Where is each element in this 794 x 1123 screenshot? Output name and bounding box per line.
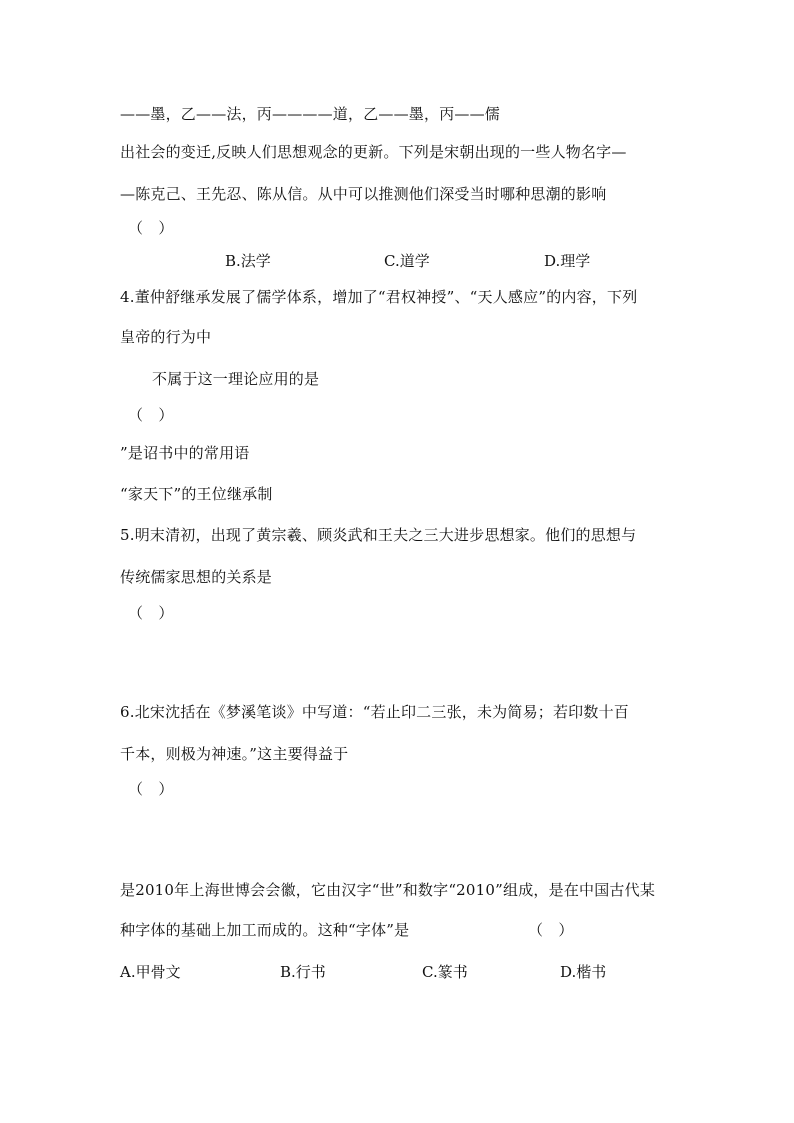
question-6-text-line-2: 千本，则极为神速。”这主要得益于 bbox=[120, 745, 349, 763]
question-7-answer-paren: （ ） bbox=[528, 921, 574, 939]
question-3-text-line-1: 出社会的变迁,反映人们思想观念的更新。下列是宋朝出现的一些人物名字— bbox=[120, 143, 627, 161]
question-7-option-b: B.行书 bbox=[280, 963, 326, 981]
question-6-text-line-1: 6.北宋沈括在《梦溪笔谈》中写道：“若止印二三张，未为简易；若印数十百 bbox=[120, 703, 629, 721]
question-3-option-c: C.道学 bbox=[384, 252, 430, 270]
question-4-answer-paren: （ ） bbox=[128, 406, 174, 424]
question-5-text-line-2: 传统儒家思想的关系是 bbox=[120, 568, 273, 586]
question-4-option-fragment-1: ”是诏书中的常用语 bbox=[120, 444, 250, 462]
question-7-text-line-1: 是2010年上海世博会会徽，它由汉字“世”和数字“2010”组成，是在中国古代某 bbox=[120, 881, 656, 899]
question-4-option-fragment-2: “家天下”的王位继承制 bbox=[120, 485, 273, 503]
answer-options-line: ——墨，乙——法，丙————道，乙——墨，丙——儒 bbox=[120, 105, 501, 123]
question-6-answer-paren: （ ） bbox=[128, 780, 174, 798]
question-7-option-d: D.楷书 bbox=[560, 963, 607, 981]
question-4-text-line-3: 不属于这一理论应用的是 bbox=[152, 370, 320, 388]
question-7-option-a: A.甲骨文 bbox=[120, 963, 181, 981]
question-4-text-line-1: 4.董仲舒继承发展了儒学体系，增加了“君权神授”、“天人感应”的内容，下列 bbox=[120, 288, 638, 306]
question-3-option-d: D.理学 bbox=[544, 252, 591, 270]
question-5-text-line-1: 5.明末清初，出现了黄宗羲、顾炎武和王夫之三大进步思想家。他们的思想与 bbox=[120, 526, 637, 544]
question-4-text-line-2: 皇帝的行为中 bbox=[120, 328, 212, 346]
question-3-option-b: B.法学 bbox=[225, 252, 271, 270]
question-7-text-line-2: 种字体的基础上加工而成的。这种“字体”是 bbox=[120, 921, 410, 939]
question-3-answer-paren: （ ） bbox=[128, 219, 174, 237]
question-7-option-c: C.篆书 bbox=[422, 963, 468, 981]
question-5-answer-paren: （ ） bbox=[128, 604, 174, 622]
question-3-text-line-2: —陈克己、王先忍、陈从信。从中可以推测他们深受当时哪种思潮的影响 bbox=[120, 185, 607, 203]
